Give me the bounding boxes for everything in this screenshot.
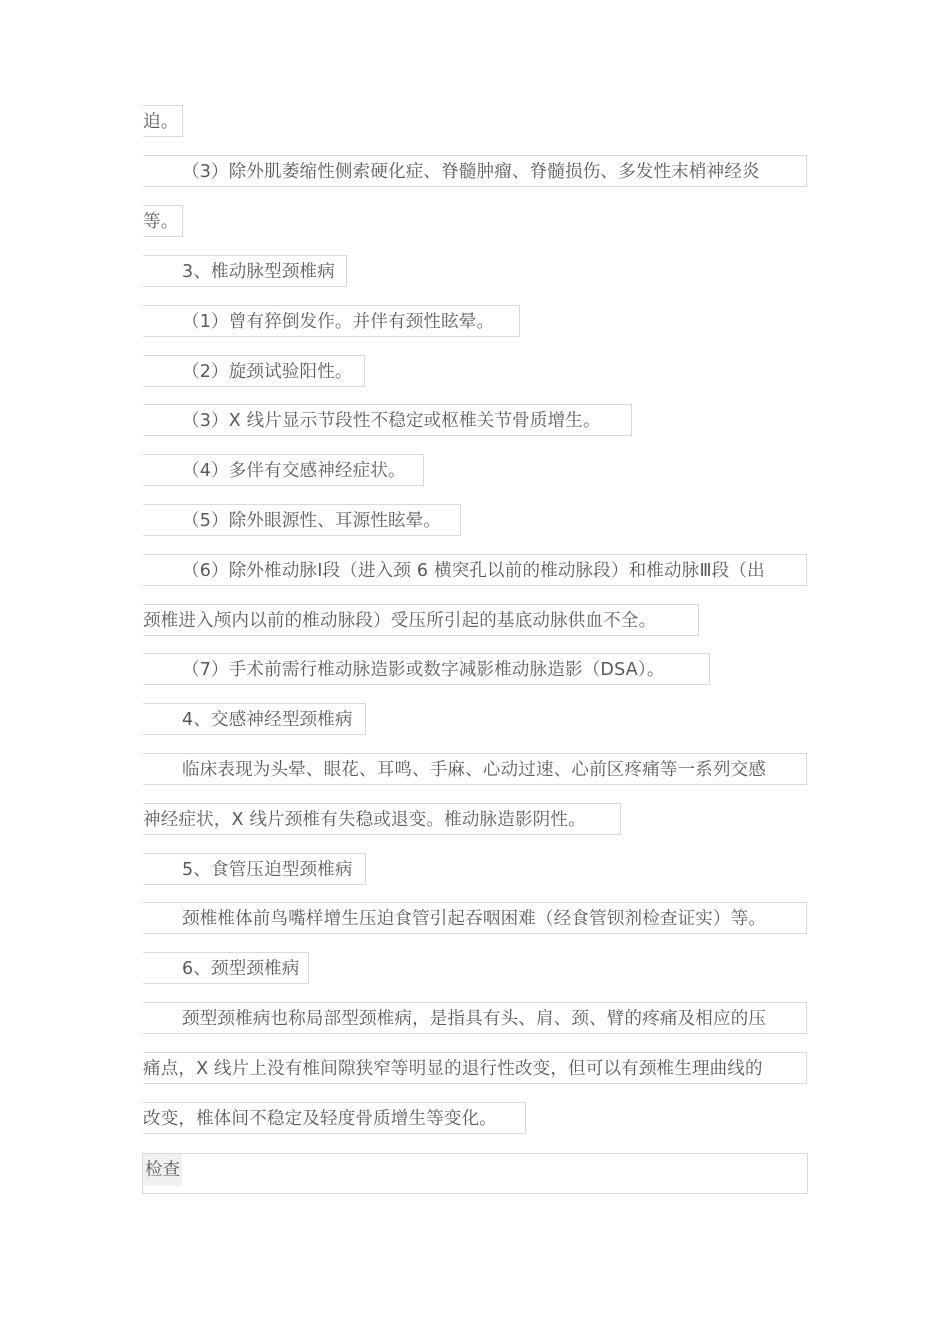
line-text: （1）曾有猝倒发作。并伴有颈性眩晕。: [182, 312, 495, 332]
line-text: 等。: [143, 212, 179, 232]
line-text: 神经症状，X 线片颈椎有失稳或退变。椎动脉造影阴性。: [143, 810, 586, 830]
line-text: （7）手术前需行椎动脉造影或数字减影椎动脉造影（DSA）。: [182, 660, 665, 680]
text-line: [143, 604, 699, 636]
text-line: [143, 803, 621, 835]
text-line: [143, 703, 366, 735]
section-heading: 检查: [143, 1154, 182, 1186]
text-line: [143, 653, 710, 685]
text-line: [143, 1052, 807, 1084]
text-line: [143, 105, 183, 137]
text-line: [143, 853, 366, 885]
line-text: 迫。: [143, 112, 179, 132]
line-text: 颈椎进入颅内以前的椎动脉段）受压所引起的基底动脉供血不全。: [143, 611, 657, 631]
line-text: 改变，椎体间不稳定及轻度骨质增生等变化。: [143, 1109, 497, 1129]
line-text: 临床表现为头晕、眼花、耳鸣、手麻、心动过速、心前区疼痛等一系列交感: [182, 760, 767, 780]
text-line: [143, 355, 365, 387]
text-line: [143, 753, 807, 785]
line-text: （6）除外椎动脉Ⅰ段（进入颈 6 横突孔以前的椎动脉段）和椎动脉Ⅲ段（出: [182, 561, 765, 581]
text-line: [143, 404, 632, 436]
line-text: （5）除外眼源性、耳源性眩晕。: [182, 511, 442, 531]
line-text: 5、食管压迫型颈椎病: [182, 860, 353, 880]
text-line: [143, 504, 461, 536]
text-line: [143, 255, 347, 287]
line-text: （3）X 线片显示节段性不稳定或枢椎关节骨质增生。: [182, 411, 601, 431]
line-text: 6、颈型颈椎病: [182, 959, 300, 979]
line-text: 4、交感神经型颈椎病: [182, 710, 353, 730]
line-text: 3、椎动脉型颈椎病: [182, 262, 335, 282]
text-line: [143, 952, 309, 984]
text-line: [143, 155, 807, 187]
line-text: （4）多伴有交感神经症状。: [182, 461, 406, 481]
text-line: [143, 205, 183, 237]
section-heading-box: [142, 1153, 808, 1194]
text-line: [143, 454, 424, 486]
text-line: [143, 1002, 807, 1034]
text-line: [143, 554, 807, 586]
text-line: [143, 1102, 526, 1134]
line-text: （2）旋颈试验阳性。: [182, 362, 353, 382]
line-text: 颈型颈椎病也称局部型颈椎病，是指具有头、肩、颈、臂的疼痛及相应的压: [182, 1009, 767, 1029]
line-text: （3）除外肌萎缩性侧索硬化症、脊髓肿瘤、脊髓损伤、多发性末梢神经炎: [182, 162, 760, 182]
text-line: [143, 902, 807, 934]
line-text: 颈椎椎体前鸟嘴样增生压迫食管引起吞咽困难（经食管钡剂检查证实）等。: [182, 909, 767, 929]
text-line: [143, 305, 520, 337]
line-text: 痛点，X 线片上没有椎间隙狭窄等明显的退行性改变，但可以有颈椎生理曲线的: [143, 1059, 763, 1079]
